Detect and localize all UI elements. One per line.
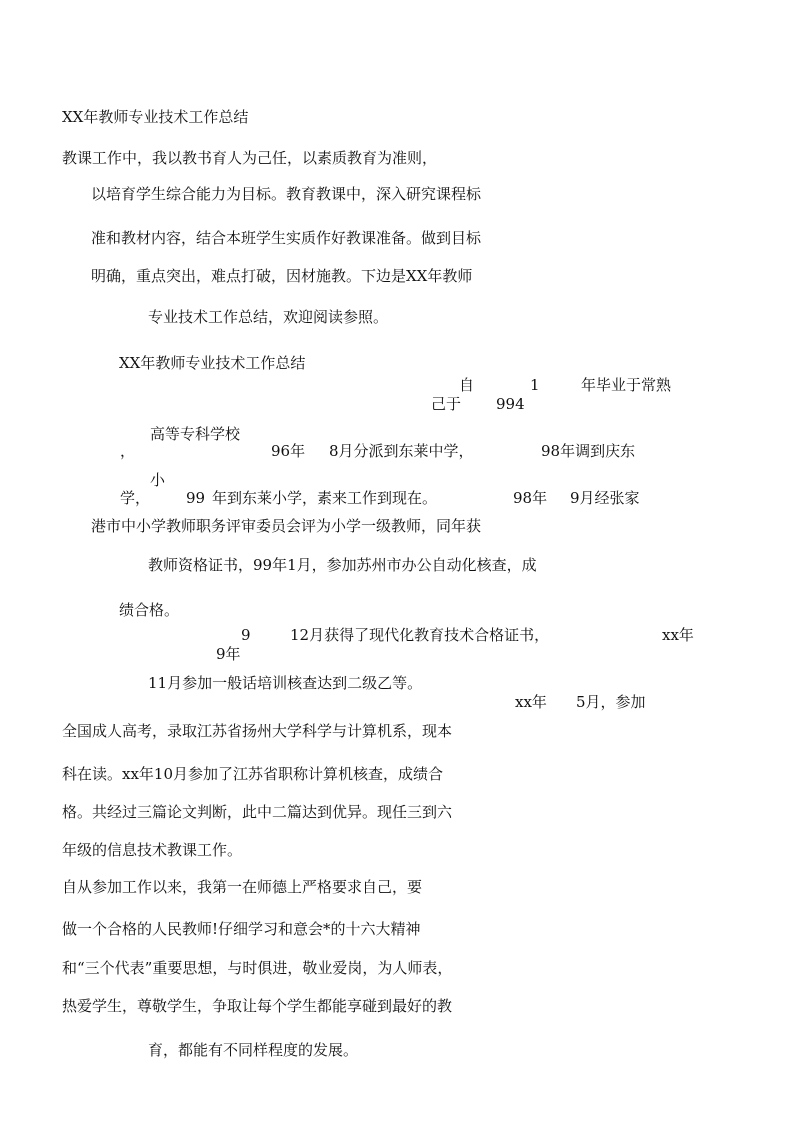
- fragment-8: 96年: [271, 442, 306, 460]
- closing-line-2: 做一个合格的人民教师!仔细学习和意会*的十六大精神: [62, 920, 421, 938]
- intro-line-4: 明确，重点突出，难点打破，因材施教。下边是XX年教师: [91, 267, 473, 285]
- fragment-7: ，: [120, 442, 136, 460]
- fragment-15: 98年: [513, 489, 548, 507]
- fragment-17: 港市中小学教师职务评审委员会评为小学一级教师，同年获: [91, 517, 482, 535]
- fragment-28: 科在读。xx年10月参加了江苏省职称计算机核查，成绩合: [62, 765, 444, 783]
- fragment-19: 绩合格。: [119, 601, 180, 619]
- fragment-27: 全国成人高考，录取江苏省扬州大学科学与计算机系，现本: [62, 722, 453, 740]
- section-subtitle: XX年教师专业技术工作总结: [119, 354, 306, 372]
- fragment-14: 年到东莱小学，素来工作到现在。: [212, 489, 438, 507]
- fragment-9: 8月分派到东莱中学，: [329, 442, 474, 460]
- closing-line-3: 和“三个代表”重要思想，与时俱进，敬业爱岗，为人师表，: [62, 959, 453, 977]
- fragment-21: 12月获得了现代化教育技术合格证书，: [290, 626, 550, 644]
- fragment-24: 11月参加一般话培训核查达到二级乙等。: [148, 674, 423, 692]
- fragment-18: 教师资格证书，99年1月，参加苏州市办公自动化核查，成: [148, 556, 537, 574]
- fragment-16: 9月经张家: [570, 489, 640, 507]
- fragment-23: 9年: [216, 645, 241, 663]
- fragment-11: 小: [150, 471, 166, 489]
- fragment-2: 1: [530, 376, 540, 394]
- intro-line-5: 专业技术工作总结，欢迎阅读参照。: [148, 308, 389, 326]
- fragment-26: 5月，参加: [576, 693, 646, 711]
- closing-line-5: 育，都能有不同样程度的发展。: [148, 1041, 359, 1059]
- fragment-1: 自: [459, 376, 475, 394]
- intro-line-3: 准和教材内容，结合本班学生实质作好教课准备。做到目标: [91, 229, 482, 247]
- intro-line-1: 教课工作中，我以教书育人为己任，以素质教育为准则，: [62, 149, 438, 167]
- fragment-25: xx年: [515, 693, 547, 711]
- fragment-30: 年级的信息技术教课工作。: [62, 841, 243, 859]
- document-title: XX年教师专业技术工作总结: [62, 108, 249, 126]
- fragment-12: 学，: [120, 489, 151, 507]
- fragment-4: 己于: [431, 395, 462, 413]
- closing-line-1: 自从参加工作以来，我第一在师德上严格要求自己，要: [62, 878, 423, 896]
- fragment-22: xx年: [662, 626, 694, 644]
- fragment-10: 98年调到庆东: [541, 442, 636, 460]
- fragment-13: 99: [186, 489, 206, 507]
- fragment-3: 年毕业于常熟: [581, 376, 672, 394]
- closing-line-4: 热爱学生，尊敬学生，争取让每个学生都能享碰到最好的教: [62, 997, 453, 1015]
- fragment-20: 9: [241, 626, 251, 644]
- fragment-5: 994: [496, 395, 525, 413]
- intro-line-2: 以培育学生综合能力为目标。教育教课中，深入研究课程标: [91, 185, 482, 203]
- fragment-6: 高等专科学校: [150, 425, 241, 443]
- fragment-29: 格。共经过三篇论文判断，此中二篇达到优异。现任三到六: [62, 803, 453, 821]
